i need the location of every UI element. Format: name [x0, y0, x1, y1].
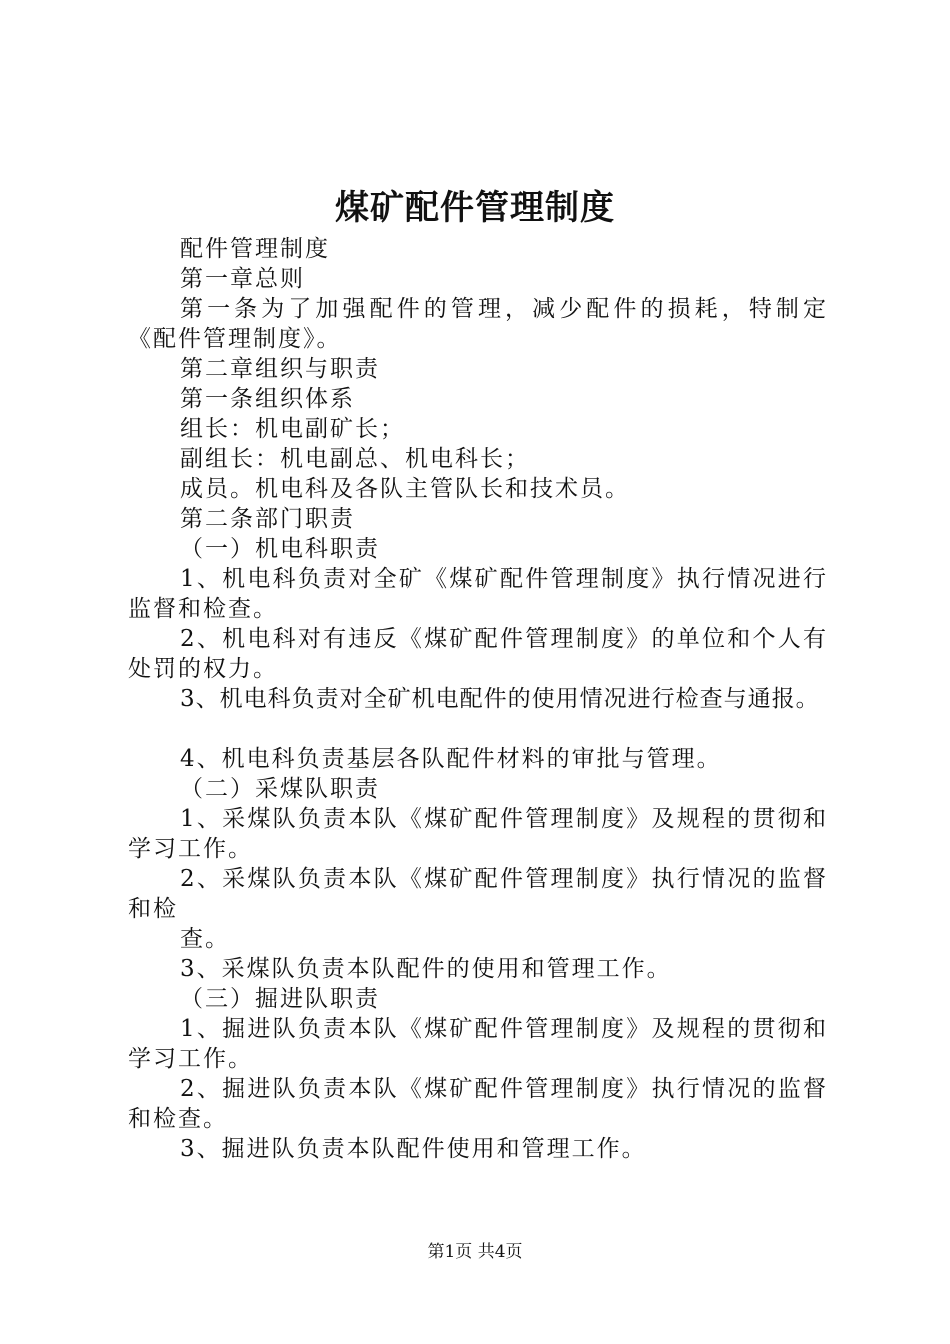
paragraph-line: 4、机电科负责基层各队配件材料的审批与管理。 — [180, 746, 722, 772]
paragraph-line: 和检 — [128, 896, 178, 922]
paragraph-line: 1、掘进队负责本队《煤矿配件管理制度》及规程的贯彻和 — [180, 1016, 828, 1042]
paragraph-line: 查。 — [180, 926, 230, 952]
paragraph-line: 组长：机电副矿长； — [180, 416, 405, 442]
paragraph-line: 2、采煤队负责本队《煤矿配件管理制度》执行情况的监督 — [180, 866, 828, 892]
chapter-heading: 第一章总则 — [180, 266, 305, 292]
paragraph-line: 3、采煤队负责本队配件的使用和管理工作。 — [180, 956, 672, 982]
paragraph-line: 监督和检查。 — [128, 596, 278, 622]
paragraph-line: 2、机电科对有违反《煤矿配件管理制度》的单位和个人有 — [180, 626, 828, 652]
paragraph-line: 第一条为了加强配件的管理，减少配件的损耗，特制定 — [180, 296, 828, 322]
article-heading: 第二条部门职责 — [180, 506, 355, 532]
article-heading: 第一条组织体系 — [180, 386, 355, 412]
blank-line — [128, 714, 848, 744]
document-title: 煤矿配件管理制度 — [335, 188, 615, 228]
paragraph-line: 成员。机电科及各队主管队长和技术员。 — [180, 476, 630, 502]
paragraph-line: 3、机电科负责对全矿机电配件的使用情况进行检查与通报。 — [180, 686, 820, 712]
paragraph-line: 处罚的权力。 — [128, 656, 278, 682]
paragraph-line: 3、掘进队负责本队配件使用和管理工作。 — [180, 1136, 647, 1162]
paragraph-line: 1、机电科负责对全矿《煤矿配件管理制度》执行情况进行 — [180, 566, 828, 592]
paragraph-line: 学习工作。 — [128, 836, 253, 862]
section-heading: （一）机电科职责 — [180, 536, 380, 562]
document-body — [128, 234, 848, 1164]
page-number-footer: 第1页 共4页 — [427, 1242, 523, 1262]
paragraph-line: 学习工作。 — [128, 1046, 253, 1072]
paragraph-line: 和检查。 — [128, 1106, 228, 1132]
chapter-heading: 第二章组织与职责 — [180, 356, 380, 382]
paragraph-line: 副组长：机电副总、机电科长； — [180, 446, 530, 472]
paragraph-line: 《配件管理制度》。 — [128, 326, 342, 352]
paragraph-line: 1、采煤队负责本队《煤矿配件管理制度》及规程的贯彻和 — [180, 806, 828, 832]
section-heading: （二）采煤队职责 — [180, 776, 380, 802]
subtitle-line: 配件管理制度 — [180, 236, 330, 262]
paragraph-line: 2、掘进队负责本队《煤矿配件管理制度》执行情况的监督 — [180, 1076, 828, 1102]
section-heading: （三）掘进队职责 — [180, 986, 380, 1012]
